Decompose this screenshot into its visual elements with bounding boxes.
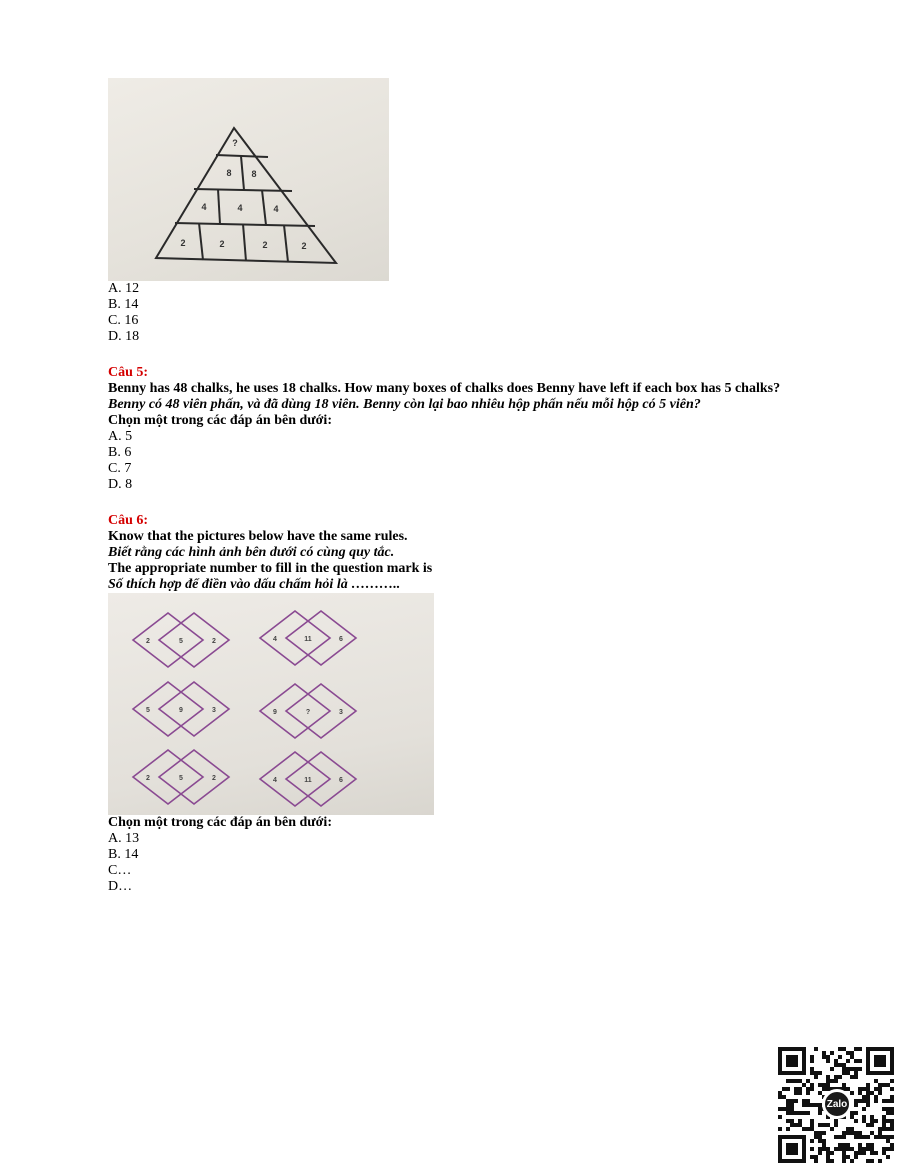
q6-line1-vi: Biết rằng các hình ảnh bên dưới có cùng quy tắc. [108, 545, 395, 560]
pyramid-cell: 2 [219, 239, 225, 249]
q6-options [108, 831, 808, 895]
diamond-shape [286, 611, 356, 665]
pyramid-cell: 2 [301, 241, 307, 251]
q5-option-d[interactable]: D. 8 [108, 477, 133, 492]
diamonds-diagram [108, 593, 434, 815]
q6-choose-label: Chọn một trong các đáp án bên dưới: [108, 815, 332, 830]
q4-option-c[interactable]: C. 16 [108, 313, 139, 328]
q6-option-b[interactable]: B. 14 [108, 847, 139, 862]
diamond-right-number: 3 [339, 709, 343, 716]
diamond-pair [260, 684, 356, 738]
diamond-shape [133, 750, 203, 804]
diamond-right-number: 6 [339, 777, 343, 784]
q5-option-b[interactable]: B. 6 [108, 445, 132, 460]
diamond-middle-number: 9 [179, 707, 183, 714]
q4-option-d[interactable]: D. 18 [108, 329, 140, 344]
diamond-middle-number: 11 [304, 777, 312, 784]
diamond-right-number: 2 [212, 775, 216, 782]
diamond-right-number: 2 [212, 638, 216, 645]
diamond-pair [133, 682, 229, 736]
diamond-shape [260, 752, 330, 806]
diamond-right-number: 6 [339, 636, 343, 643]
pyramid-cell: 4 [273, 204, 279, 214]
diamond-shape [260, 684, 330, 738]
diamond-shape [286, 684, 356, 738]
pyramid-cell: 4 [237, 203, 243, 213]
q6-option-c[interactable]: C… [108, 863, 132, 878]
q4-options [108, 281, 808, 345]
q5-question-vi: Benny có 48 viên phấn, và đã dùng 18 viên. Benny còn lại bao nhiêu hộp phấn nếu mỗi hộp có 5 viên? [108, 397, 701, 412]
diamond-left-number: 2 [146, 775, 150, 782]
q5-options [108, 429, 808, 493]
diamond-shape [133, 682, 203, 736]
diamond-middle-number: 11 [304, 636, 312, 643]
q4-option-a[interactable]: A. 12 [108, 281, 140, 296]
q5-option-a[interactable]: A. 5 [108, 429, 133, 444]
diamond-middle-number: 5 [179, 775, 183, 782]
q6-line2-en: The appropriate number to fill in the question mark is [108, 561, 433, 576]
diamond-middle-number: 5 [179, 638, 183, 645]
q6-option-d[interactable]: D… [108, 879, 133, 894]
diamond-shape [159, 613, 229, 667]
q6-option-a[interactable]: A. 13 [108, 831, 140, 846]
diamond-shape [159, 682, 229, 736]
q5-choose-label: Chọn một trong các đáp án bên dưới: [108, 413, 332, 428]
pyramid-cell: 2 [262, 240, 268, 250]
diamond-left-number: 5 [146, 707, 150, 714]
document-page [108, 78, 808, 895]
pyramid-diagram [108, 78, 389, 281]
q5-question-en: Benny has 48 chalks, he uses 18 chalks. How many boxes of chalks does Benny have left if each box has 5 chalks? [108, 381, 781, 396]
diamond-shape [133, 613, 203, 667]
q5-heading: Câu 5: [108, 365, 149, 380]
diamond-pair [133, 613, 229, 667]
diamond-left-number: 4 [273, 636, 277, 643]
pyramid-cell: 8 [251, 169, 257, 179]
pyramid-cell: 4 [201, 202, 207, 212]
diamond-pair [133, 750, 229, 804]
pyramid-cell-top: ? [232, 138, 238, 148]
diamond-right-number: 3 [212, 707, 216, 714]
diamond-pair [260, 752, 356, 806]
diamond-shape [159, 750, 229, 804]
pyramid-cell: 8 [226, 168, 232, 178]
pyramid-cell: 2 [180, 238, 186, 248]
q6-line1-en: Know that the pictures below have the same rules. [108, 529, 408, 544]
pyramid-photo [108, 78, 389, 281]
diamond-left-number: 4 [273, 777, 277, 784]
q5-option-c[interactable]: C. 7 [108, 461, 132, 476]
diamond-left-number: 9 [273, 709, 277, 716]
diamond-shape [286, 752, 356, 806]
diamond-pair [260, 611, 356, 665]
zalo-badge: Zalo [822, 1089, 852, 1119]
diamond-shape [260, 611, 330, 665]
q6-line2-vi: Số thích hợp để điền vào dấu chấm hỏi là ……….. [108, 577, 401, 592]
q6-heading: Câu 6: [108, 513, 149, 528]
diamonds-photo [108, 593, 434, 815]
qr-code-icon[interactable] [774, 1046, 898, 1164]
q4-option-b[interactable]: B. 14 [108, 297, 139, 312]
diamond-middle-number: ? [305, 709, 311, 716]
diamond-left-number: 2 [146, 638, 150, 645]
